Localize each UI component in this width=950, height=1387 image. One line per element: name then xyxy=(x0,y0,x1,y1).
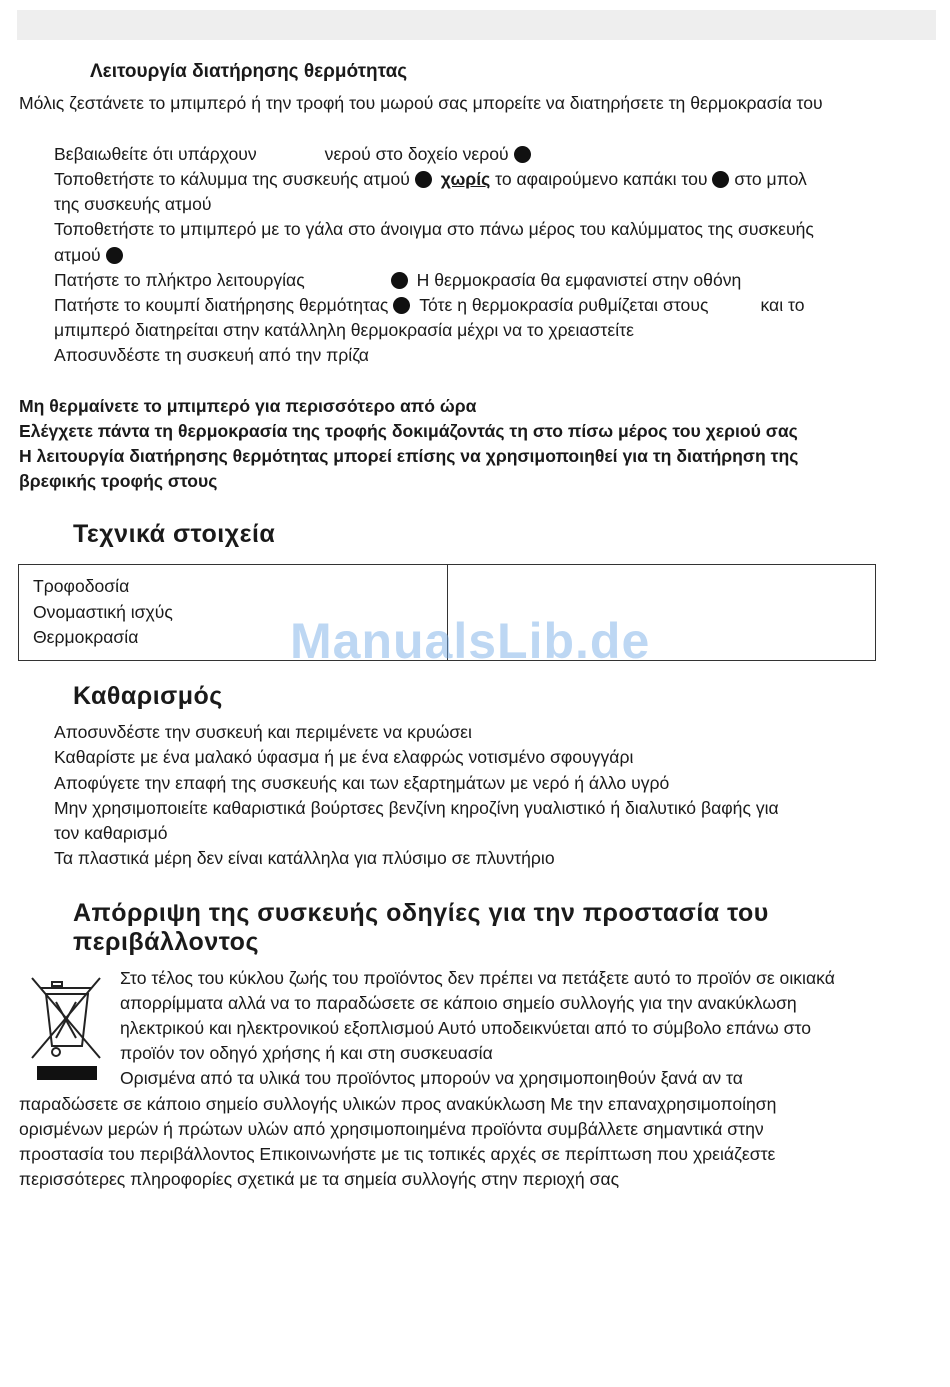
bullet-dot-icon xyxy=(415,171,432,188)
warning-1: Μη θερμαίνετε το μπιμπερό για περισσότερο από ώρα xyxy=(19,396,477,416)
cleaning-line-1: Αποσυνδέστε την συσκευή και περιμένετε να κρυώσει xyxy=(54,722,472,742)
section-title-disposal-cont: περιβάλλοντος xyxy=(73,928,259,956)
warning-3: Η λειτουργία διατήρησης θερμότητας μπορεί επίσης να χρησιμοποιηθεί για τη διατήρηση της xyxy=(19,446,799,466)
step-5-text-c: και το xyxy=(760,295,805,315)
warning-3-cont: βρεφικής τροφής στους xyxy=(19,471,218,491)
cleaning-line-5: Τα πλαστικά μέρη δεν είναι κατάλληλα για πλύσιμο σε πλυντήριο xyxy=(54,848,555,868)
watermark: ManualsLib.de xyxy=(290,613,651,669)
header-bar xyxy=(17,10,936,40)
step-3-cont xyxy=(54,245,123,266)
section-title-disposal: Απόρριψη της συσκευής οδηγίες για την προστασία του xyxy=(73,899,769,927)
cleaning-line-2: Καθαρίστε με ένα μαλακό ύφασμα ή με ένα ελαφρώς νοτισμένο σφουγγάρι xyxy=(54,747,634,767)
spec-row-rated-power: Ονομαστική ισχύς xyxy=(33,601,173,622)
bullet-dot-icon xyxy=(393,297,410,314)
disposal-line-3: ηλεκτρικού και ηλεκτρονικού εξοπλισμού Αυτό υποδεικνύεται από το σύμβολο επάνω στο xyxy=(120,1018,811,1038)
step-2 xyxy=(54,169,807,190)
step-1-text-a: Βεβαιωθείτε ότι υπάρχουν xyxy=(54,144,257,164)
step-5-cont: μπιμπερό διατηρείται στην κατάλληλη θερμοκρασία μέχρι να το χρειαστείτε xyxy=(54,320,634,340)
step-3-text-b: ατμού xyxy=(54,245,101,265)
spec-row-power-supply: Τροφοδοσία xyxy=(33,576,130,596)
step-1 xyxy=(54,144,531,165)
step-5 xyxy=(54,295,804,316)
step-6: Αποσυνδέστε τη συσκευή από την πρίζα xyxy=(54,345,369,365)
disposal-line-7: ορισμένων μερών ή πρώτων υλών από χρησιμοποιημένα προϊόντα συμβάλλετε σημαντικά στην xyxy=(19,1119,764,1139)
cleaning-line-4: Μην χρησιμοποιείτε καθαριστικά βούρτσες βενζίνη κηροζίνη γυαλιστικό ή διαλυτικό βαφής για xyxy=(54,798,779,818)
step-2-emphasis: χωρίς xyxy=(440,169,491,189)
step-5-text-a: Πατήστε το κουμπί διατήρησης θερμότητας xyxy=(54,295,389,315)
bullet-dot-icon xyxy=(106,247,123,264)
step-3: Τοποθετήστε το μπιμπερό με το γάλα στο άνοιγμα στο πάνω μέρος του καλύμματος της συσκευής xyxy=(54,219,814,239)
cleaning-line-3: Αποφύγετε την επαφή της συσκευής και των εξαρτημάτων με νερό ή άλλο υγρό xyxy=(54,773,670,793)
step-2-text-a: Τοποθετήστε το κάλυμμα της συσκευής ατμού xyxy=(54,169,410,189)
warning-2: Ελέγχετε πάντα τη θερμοκρασία της τροφής δοκιμάζοντάς τη στο πίσω μέρος του χεριού σας xyxy=(19,421,798,441)
bullet-dot-icon xyxy=(514,146,531,163)
disposal-line-8: προστασία του περιβάλλοντος Επικοινωνήστε με τις τοπικές αρχές σε περίπτωση που χρειάζεστε xyxy=(19,1144,776,1164)
step-2-text-c: το αφαιρούμενο καπάκι του xyxy=(495,169,708,189)
disposal-line-9: περισσότερες πληροφορίες σχετικά με τα σημεία συλλογής στην περιοχή σας xyxy=(19,1169,620,1189)
bullet-dot-icon xyxy=(391,272,408,289)
step-5-text-b: Τότε η θερμοκρασία ρυθμίζεται στους xyxy=(419,295,709,315)
section-title-cleaning: Καθαρισμός xyxy=(73,682,223,710)
step-1-text-b: νερού στο δοχείο νερού xyxy=(324,144,509,164)
disposal-line-5: Ορισμένα από τα υλικά του προϊόντος μπορούν να χρησιμοποιηθούν ξανά αν τα xyxy=(120,1068,743,1088)
step-4 xyxy=(54,270,741,291)
intro-text: Μόλις ζεστάνετε το μπιμπερό ή την τροφή του μωρού σας μπορείτε να διατηρήσετε τη θερμοκρασία του xyxy=(19,93,823,113)
bullet-dot-icon xyxy=(712,171,729,188)
step-2-text-d: στο μπολ xyxy=(734,169,807,189)
section-title-keep-warm: Λειτουργία διατήρησης θερμότητας xyxy=(90,61,408,82)
weee-crossed-bin-icon xyxy=(26,972,106,1084)
step-2-cont: της συσκευής ατμού xyxy=(54,194,212,214)
section-title-tech: Τεχνικά στοιχεία xyxy=(73,520,276,548)
spec-row-temperature: Θερμοκρασία xyxy=(33,627,139,647)
cleaning-line-4-cont: τον καθαρισμό xyxy=(54,823,168,843)
disposal-line-1: Στο τέλος του κύκλου ζωής του προϊόντος δεν πρέπει να πετάξετε αυτό το προϊόν σε οικιακά xyxy=(120,968,835,988)
disposal-line-2: απορρίμματα αλλά να το παραδώσετε σε κάποιο σημείο συλλογής για την ανακύκλωση xyxy=(120,993,797,1013)
step-4-text-b: Η θερμοκρασία θα εμφανιστεί στην οθόνη xyxy=(416,270,742,290)
disposal-line-4: προϊόν τον οδηγό χρήσης ή και στη συσκευασία xyxy=(120,1043,493,1063)
step-4-text-a: Πατήστε το πλήκτρο λειτουργίας xyxy=(54,270,305,290)
disposal-line-6: παραδώσετε σε κάποιο σημείο συλλογής υλικών προς ανακύκλωση Με την επαναχρησιμοποίηση xyxy=(19,1094,777,1114)
